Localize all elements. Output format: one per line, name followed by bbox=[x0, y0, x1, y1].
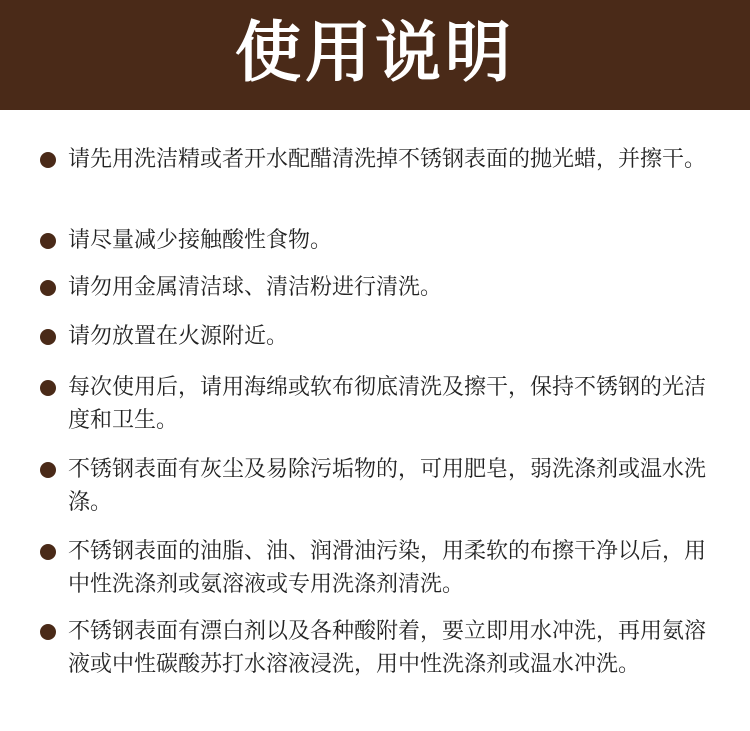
bullet-icon bbox=[40, 462, 56, 478]
bullet-icon bbox=[40, 624, 56, 640]
instruction-text: 请尽量减少接触酸性食物。 bbox=[68, 228, 333, 253]
header-banner bbox=[0, 0, 750, 110]
bullet-icon bbox=[40, 544, 56, 560]
bullet-icon bbox=[40, 329, 56, 345]
instruction-text: 不锈钢表面有漂白剂以及各种酸附着，要立即用水冲洗，再用氨溶液或中性碳酸苏打水溶液浸洗，用中性洗涤剂或温水冲洗。 bbox=[68, 619, 707, 677]
instruction-text: 请勿用金属清洁球、清洁粉进行清洗。 bbox=[68, 275, 443, 300]
instruction-text: 请勿放置在火源附近。 bbox=[68, 324, 289, 349]
bullet-icon bbox=[40, 233, 56, 249]
bullet-icon bbox=[40, 280, 56, 296]
page-title: 使用说明 bbox=[235, 14, 515, 91]
instruction-text: 不锈钢表面有灰尘及易除污垢物的，可用肥皂，弱洗涤剂或温水洗涤。 bbox=[68, 457, 707, 515]
instruction-text: 每次使用后，请用海绵或软布彻底清洗及擦干，保持不锈钢的光洁度和卫生。 bbox=[68, 375, 707, 433]
instruction-text: 请先用洗洁精或者开水配醋清洗掉不锈钢表面的抛光蜡，并擦干。 bbox=[68, 147, 707, 172]
instruction-text: 不锈钢表面的油脂、油、润滑油污染，用柔软的布擦干净以后，用中性洗涤剂或氨溶液或专用洗涤剂清洗。 bbox=[68, 539, 707, 597]
bullet-icon bbox=[40, 152, 56, 168]
bullet-icon bbox=[40, 380, 56, 396]
